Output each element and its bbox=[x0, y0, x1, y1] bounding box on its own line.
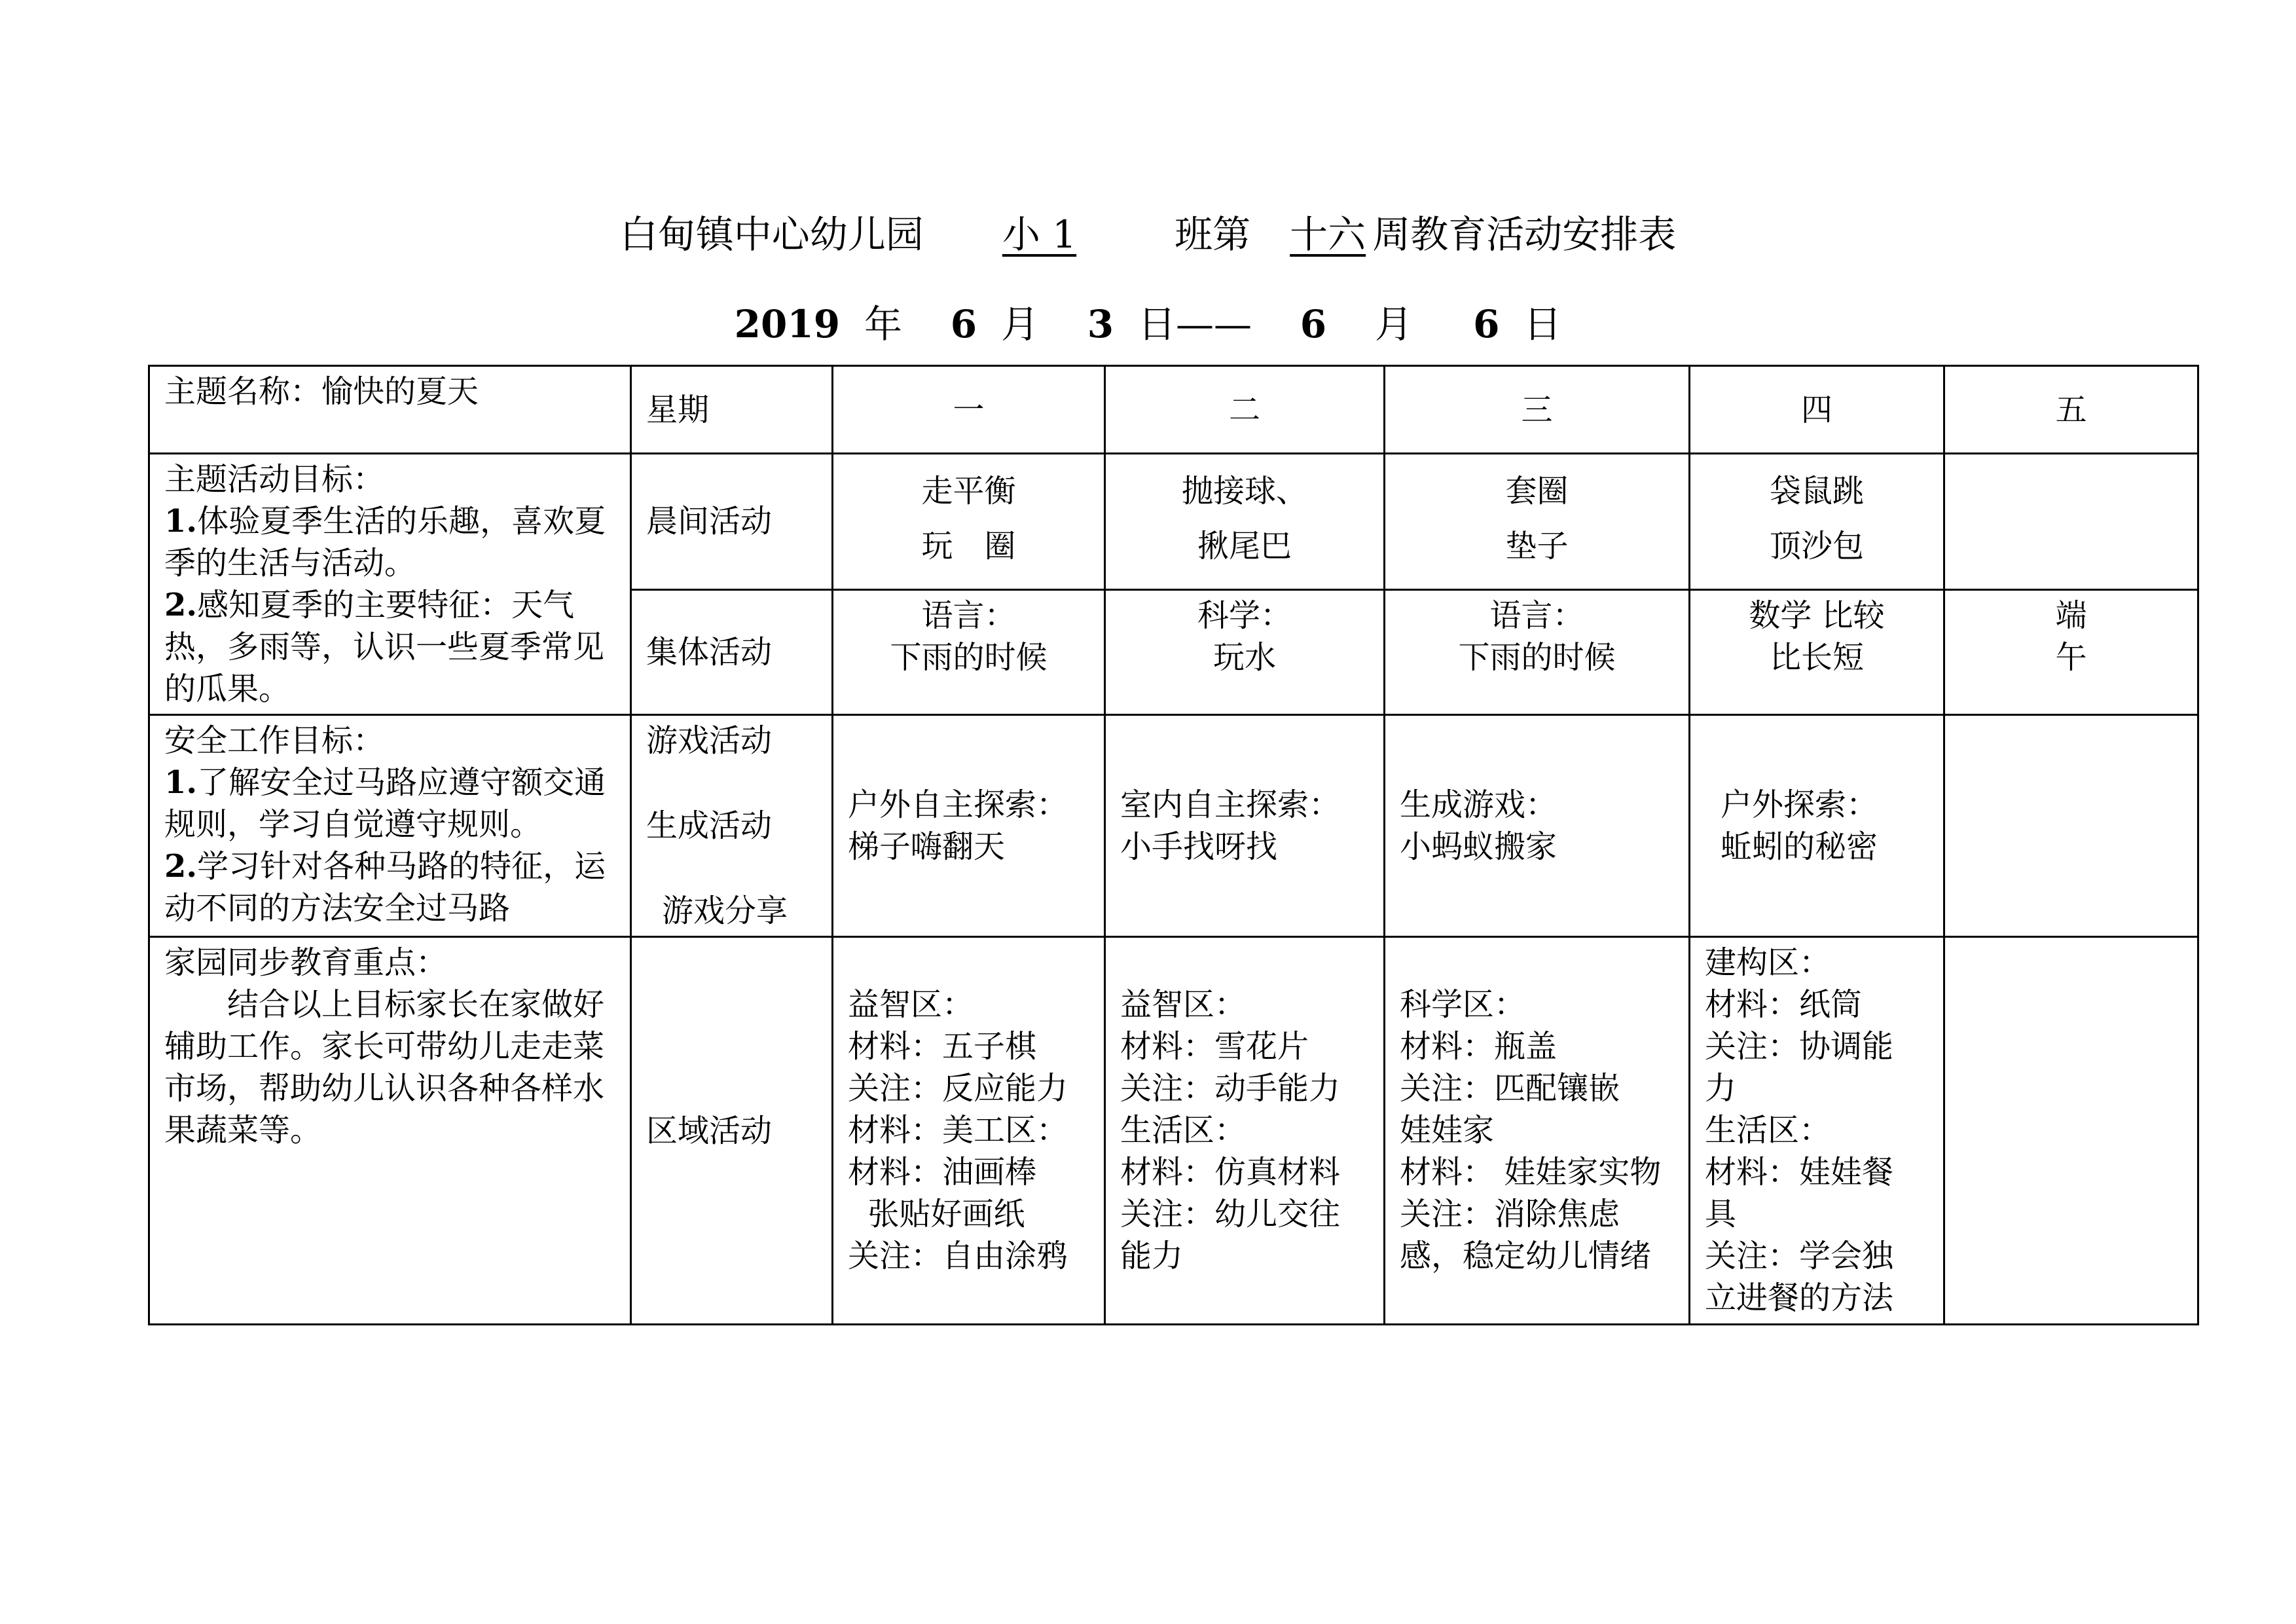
day-label: 四 bbox=[1800, 391, 1832, 428]
activity-line: 端 bbox=[2055, 597, 2087, 634]
date-range bbox=[0, 298, 2296, 350]
table-row-game bbox=[149, 715, 2198, 937]
day-header-fri bbox=[1944, 366, 2198, 454]
activity-line: 玩水 bbox=[1212, 638, 1276, 676]
activity-line: 走平衡 bbox=[921, 473, 1016, 509]
date-day-unit-dash: 日—— bbox=[1137, 302, 1252, 346]
activity-line: 材料：油画棒 bbox=[848, 1154, 1037, 1190]
morning-mon bbox=[833, 454, 1105, 590]
schedule-table bbox=[148, 365, 2199, 1325]
activity-line: 下雨的时候 bbox=[890, 638, 1048, 676]
activity-line: 科学区： bbox=[1400, 986, 1526, 1023]
activity-line: 材料：五子棋 bbox=[848, 1028, 1037, 1065]
theme-goal-2-text: 感知夏季的主要特征：天气热，多雨等，认识一些夏季常见的瓜果。 bbox=[164, 587, 605, 707]
game-label-cell bbox=[631, 715, 833, 937]
safety-goal-1-num: 1. bbox=[164, 764, 198, 801]
date-start-day: 3 bbox=[1087, 302, 1114, 346]
title-middle: 班第 bbox=[1175, 212, 1251, 257]
activity-line: 娃娃家 bbox=[1400, 1112, 1495, 1149]
activity-line: 玩 圈 bbox=[921, 528, 1016, 564]
activity-line: 生活区： bbox=[1120, 1112, 1247, 1149]
activity-line: 材料： 娃娃家实物 bbox=[1400, 1154, 1662, 1190]
activity-line: 关注：自由涂鸦 bbox=[848, 1238, 1068, 1274]
theme-name: 主题名称：愉快的夏天 bbox=[164, 373, 479, 410]
activity-line: 蚯蚓的秘密 bbox=[1721, 828, 1878, 865]
day-header-mon bbox=[833, 366, 1105, 454]
theme-goal-1-num: 1. bbox=[164, 503, 198, 540]
activity-line: 小手找呀找 bbox=[1120, 828, 1278, 865]
activity-line: 材料：雪花片 bbox=[1120, 1028, 1309, 1065]
game-tue bbox=[1105, 715, 1385, 937]
day-label: 三 bbox=[1521, 391, 1553, 428]
date-end-month: 6 bbox=[1300, 302, 1327, 346]
safety-goal-2-num: 2. bbox=[164, 848, 198, 885]
morning-wed bbox=[1385, 454, 1690, 590]
activity-line: 袋鼠跳 bbox=[1769, 473, 1864, 509]
date-end-month-unit: 月 bbox=[1374, 302, 1413, 346]
game-fri bbox=[1944, 715, 2198, 937]
theme-goals-cell bbox=[149, 454, 631, 715]
activity-line: 力 bbox=[1705, 1070, 1737, 1107]
page-title bbox=[0, 208, 2296, 261]
activity-line: 语言： bbox=[1489, 597, 1584, 634]
activity-line: 语言： bbox=[921, 597, 1016, 634]
activity-line: 科学： bbox=[1197, 597, 1292, 634]
group-wed bbox=[1385, 589, 1690, 714]
group-label: 集体活动 bbox=[646, 633, 773, 671]
activity-line: 材料：纸筒 bbox=[1705, 986, 1863, 1023]
group-fri bbox=[1944, 589, 2198, 714]
activity-line: 比长短 bbox=[1769, 638, 1864, 676]
weekday-header: 星期 bbox=[646, 391, 710, 428]
area-fri bbox=[1944, 937, 2198, 1325]
activity-line: 立进餐的方法 bbox=[1705, 1280, 1894, 1316]
title-suffix: 周教育活动安排表 bbox=[1372, 212, 1677, 257]
home-heading: 家园同步教育重点： bbox=[164, 944, 448, 981]
activity-line: 关注：匹配镶嵌 bbox=[1400, 1070, 1620, 1107]
activity-line: 下雨的时候 bbox=[1458, 638, 1616, 676]
safety-goal-1-text: 了解安全过马路应遵守额交通规则，学习自觉遵守规则。 bbox=[164, 764, 606, 843]
activity-line: 材料：仿真材料 bbox=[1120, 1154, 1341, 1190]
group-label-cell bbox=[631, 589, 833, 714]
activity-line: 小蚂蚁搬家 bbox=[1400, 828, 1558, 865]
day-label: 二 bbox=[1228, 391, 1260, 428]
activity-line: 关注：协调能 bbox=[1705, 1028, 1894, 1065]
area-label-cell bbox=[631, 937, 833, 1325]
activity-line: 生成游戏： bbox=[1400, 786, 1558, 823]
activity-line: 抛接球、 bbox=[1181, 473, 1307, 509]
theme-name-cell bbox=[149, 366, 631, 454]
activity-line: 材料：美工区： bbox=[848, 1112, 1068, 1149]
date-start-month: 6 bbox=[950, 302, 977, 346]
date-year-unit: 年 bbox=[864, 302, 902, 346]
activity-line: 能力 bbox=[1120, 1238, 1184, 1274]
date-end-day-unit: 日 bbox=[1523, 302, 1562, 346]
activity-line: 午 bbox=[2055, 638, 2087, 676]
group-tue bbox=[1105, 589, 1385, 714]
morning-thu bbox=[1690, 454, 1944, 590]
activity-line: 关注：幼儿交往 bbox=[1120, 1196, 1341, 1232]
date-month-unit: 月 bbox=[1000, 302, 1039, 346]
area-mon bbox=[833, 937, 1105, 1325]
game-label-2: 生成活动 bbox=[646, 807, 773, 844]
activity-line: 关注：反应能力 bbox=[848, 1070, 1068, 1107]
morning-tue bbox=[1105, 454, 1385, 590]
area-label: 区域活动 bbox=[646, 1112, 773, 1149]
morning-label-cell bbox=[631, 454, 833, 590]
area-tue bbox=[1105, 937, 1385, 1325]
activity-line: 生活区： bbox=[1705, 1112, 1831, 1149]
activity-line: 材料：瓶盖 bbox=[1400, 1028, 1558, 1065]
day-label: 五 bbox=[2055, 391, 2087, 428]
safety-goals-cell bbox=[149, 715, 631, 937]
safety-goal-2-text: 学习针对各种马路的特征，运动不同的方法安全过马路 bbox=[164, 848, 606, 927]
activity-line: 关注：学会独 bbox=[1705, 1238, 1894, 1274]
date-year: 2019 bbox=[734, 302, 841, 346]
group-thu bbox=[1690, 589, 1944, 714]
game-wed bbox=[1385, 715, 1690, 937]
theme-goal-1-text: 体验夏季生活的乐趣，喜欢夏季的生活与活动。 bbox=[164, 503, 606, 581]
activity-line: 张贴好画纸 bbox=[848, 1196, 1025, 1232]
group-mon bbox=[833, 589, 1105, 714]
table-row-morning bbox=[149, 454, 2198, 590]
activity-line: 关注：消除焦虑 bbox=[1400, 1196, 1620, 1232]
game-mon bbox=[833, 715, 1105, 937]
week-number: 十六 bbox=[1290, 212, 1366, 257]
date-end-day: 6 bbox=[1473, 302, 1500, 346]
game-thu bbox=[1690, 715, 1944, 937]
morning-fri bbox=[1944, 454, 2198, 590]
activity-line: 梯子嗨翻天 bbox=[848, 828, 1006, 865]
activity-line: 感，稳定幼儿情绪 bbox=[1400, 1238, 1652, 1274]
activity-line: 户外自主探索： bbox=[848, 786, 1068, 823]
weekday-header-cell bbox=[631, 366, 833, 454]
area-thu bbox=[1690, 937, 1944, 1325]
theme-goals-heading: 主题活动目标： bbox=[164, 461, 385, 498]
activity-line: 材料：娃娃餐 bbox=[1705, 1154, 1894, 1190]
day-header-tue bbox=[1105, 366, 1385, 454]
game-label-3: 游戏分享 bbox=[662, 893, 788, 929]
activity-line: 益智区： bbox=[1120, 986, 1247, 1023]
activity-line: 具 bbox=[1705, 1196, 1737, 1232]
table-row-header bbox=[149, 366, 2198, 454]
area-wed bbox=[1385, 937, 1690, 1325]
table-row-area bbox=[149, 937, 2198, 1325]
day-label: 一 bbox=[953, 391, 985, 428]
activity-line: 揪尾巴 bbox=[1197, 528, 1292, 564]
activity-line: 室内自主探索： bbox=[1120, 786, 1341, 823]
activity-line: 数学 比较 bbox=[1749, 597, 1885, 634]
activity-line: 垫子 bbox=[1505, 528, 1569, 564]
activity-line: 套圈 bbox=[1505, 473, 1569, 509]
day-header-wed bbox=[1385, 366, 1690, 454]
title-prefix: 白甸镇中心幼儿园 bbox=[619, 212, 924, 257]
game-label-1: 游戏活动 bbox=[646, 722, 773, 759]
day-header-thu bbox=[1690, 366, 1944, 454]
activity-line: 益智区： bbox=[848, 986, 974, 1023]
morning-label: 晨间活动 bbox=[646, 503, 773, 540]
activity-line: 建构区： bbox=[1705, 944, 1831, 981]
activity-line: 顶沙包 bbox=[1769, 528, 1864, 564]
theme-goal-2-num: 2. bbox=[164, 587, 198, 623]
activity-line: 户外探索： bbox=[1721, 786, 1878, 823]
safety-goals-heading: 安全工作目标： bbox=[164, 722, 385, 759]
activity-line: 关注：动手能力 bbox=[1120, 1070, 1341, 1107]
home-cell bbox=[149, 937, 631, 1325]
class-name: 小 1 bbox=[1002, 212, 1077, 257]
home-text: 结合以上目标家长在家做好辅助工作。家长可带幼儿走走菜市场，帮助幼儿认识各种各样水果蔬菜等。 bbox=[164, 986, 605, 1149]
